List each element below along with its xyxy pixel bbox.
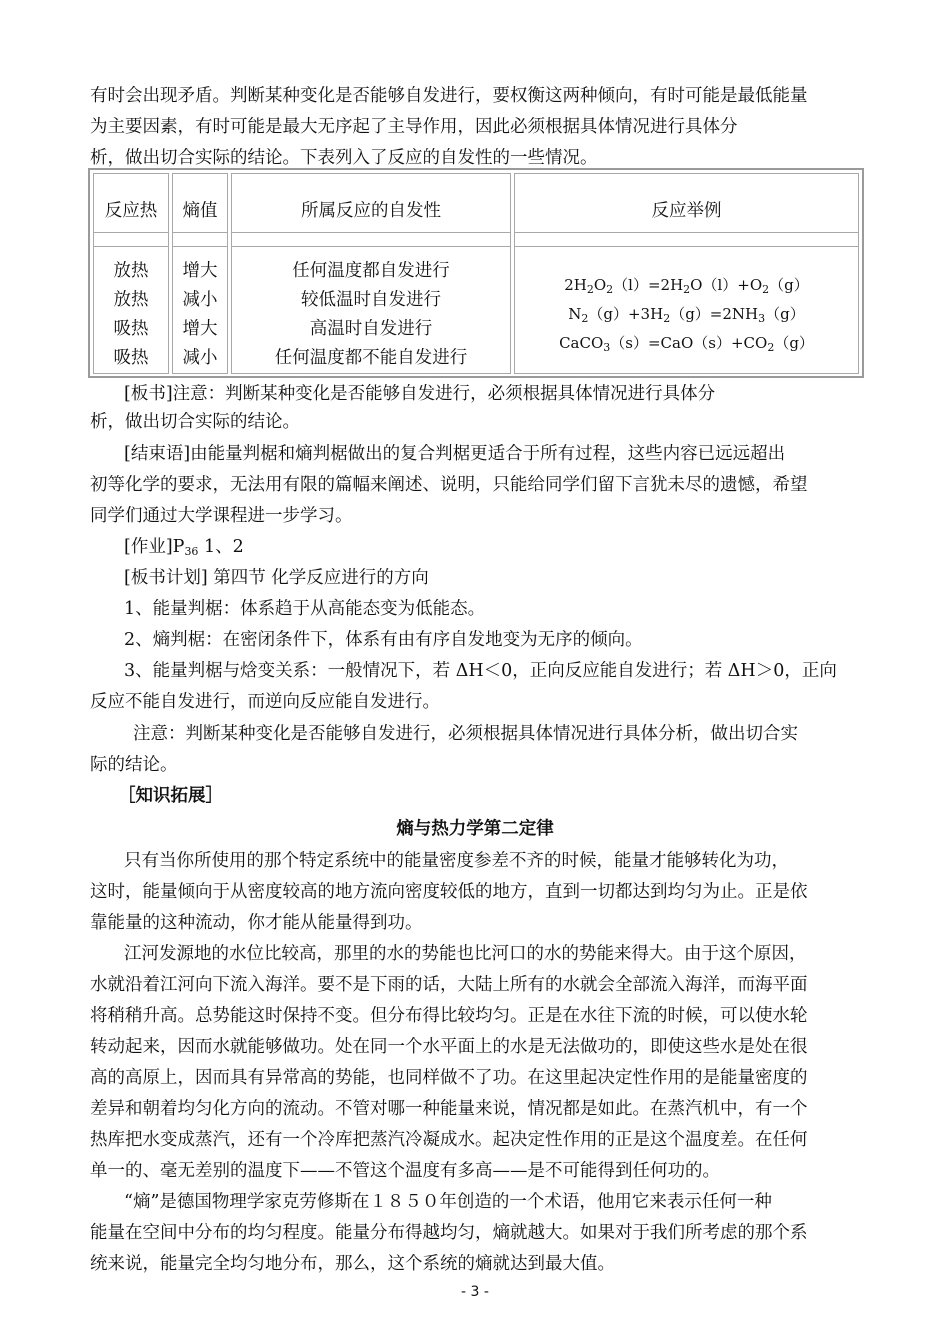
note-line-2: 际的结论。	[90, 755, 178, 775]
example-2: $N_2(g)+3H_2(g)=2NH_3(g)$	[568, 305, 805, 325]
closing-line-3: 同学们通过大学课程进一步学习。	[90, 506, 353, 526]
spontaneity-1: 任何温度都自发进行	[292, 261, 450, 281]
example-1: $2H_2O_2(l)=2H_2O(l)+O_2(g)$	[564, 276, 809, 296]
heat-2: 放热	[113, 290, 149, 310]
homework-line: [作业]$P_{36}$ 1、2	[124, 537, 244, 558]
plan-item-3-cont: 反应不能自发进行，而逆向反应能自发进行。	[90, 692, 440, 712]
spontaneity-4: 任何温度都不能自发进行	[274, 348, 468, 368]
spontaneity-3: 高温时自发进行	[309, 319, 433, 339]
para1-line-2: 这时，能量倾向于从密度较高的地方流向密度较低的地方，直到一切都达到均匀为止。正是依	[90, 882, 808, 902]
intro-line-2: 为主要因素，有时可能是最大无序起了主导作用，因此必须根据具体情况进行具体分	[90, 117, 738, 137]
para2-line-6: 差异和朝着均匀化方向的流动。不管对哪一种能量来说，情况都是如此。在蒸汽机中，有一个	[90, 1099, 808, 1119]
plan-item-1: 1、能量判椐：体系趋于从高能态变为低能态。	[124, 599, 486, 619]
example-column	[514, 232, 859, 374]
header-example: 反应举例	[514, 173, 859, 247]
spontaneity-column	[231, 232, 511, 374]
intro-line-1: 有时会出现矛盾。判断某种变化是否能够自发进行，要权衡这两种倾向，有时可能是最低能量	[90, 86, 808, 106]
header-spontaneity: 所属反应的自发性	[231, 173, 511, 247]
para2-line-2: 水就沿着江河向下流入海洋。要不是下雨的话，大陆上所有的水就会全部流入海洋，而海平面	[90, 975, 808, 995]
para3-line-3: 统来说，能量完全均匀地分布，那么，这个系统的熵就达到最大值。	[90, 1254, 615, 1274]
entropy-3: 增大	[182, 319, 218, 339]
page-number: - 3 -	[461, 1284, 489, 1300]
banshu-note-line-2: 析，做出切合实际的结论。	[90, 412, 300, 432]
heat-column	[93, 232, 169, 374]
para2-line-7: 热库把水变成蒸汽，还有一个冷库把蒸汽冷凝成水。起决定性作用的正是这个温度差。在任何	[90, 1130, 808, 1150]
heat-4: 吸热	[113, 348, 149, 368]
plan-item-3: 3、能量判椐与焓变关系：一般情况下，若 ΔH＜0，正向反应能自发进行；若 ΔH＞0，正向	[124, 661, 837, 681]
para1-line-3: 靠能量的这种流动，你才能从能量得到功。	[90, 913, 423, 933]
para3-line-2: 能量在空间中分布的均匀程度。能量分布得越均匀，熵就越大。如果对于我们所考虑的那个系	[90, 1223, 808, 1243]
spontaneity-table	[88, 168, 864, 378]
example-3: $CaCO_3(s)=CaO(s)+CO_2(g)$	[559, 334, 814, 354]
closing-line-1: [结束语]由能量判椐和熵判椐做出的复合判椐更适合于所有过程，这些内容已远远超出	[124, 444, 786, 464]
heat-3: 吸热	[113, 319, 149, 339]
section-title: 熵与热力学第二定律	[396, 819, 554, 839]
entropy-4: 减小	[182, 348, 218, 368]
para2-line-4: 转动起来，因而水就能够做功。处在同一个水平面上的水是无法做功的，即使这些水是处在很	[90, 1037, 808, 1057]
para2-line-1: 江河发源地的水位比较高，那里的水的势能也比河口的水的势能来得大。由于这个原因，	[124, 944, 807, 964]
header-heat: 反应热	[93, 173, 169, 247]
para2-line-5: 高的高原上，因而具有异常高的势能，也同样做不了功。在这里起决定性作用的是能量密度的	[90, 1068, 808, 1088]
closing-line-2: 初等化学的要求，无法用有限的篇幅来阐述、说明，只能给同学们留下言犹未尽的遗憾，希望	[90, 475, 808, 495]
para3-line-1: “熵”是德国物理学家克劳修斯在１８５０年创造的一个术语，他用它来表示任何一种	[124, 1192, 772, 1212]
intro-line-3: 析，做出切合实际的结论。下表列入了反应的自发性的一些情况。	[90, 148, 598, 168]
para2-line-8: 单一的、毫无差别的温度下——不管这个温度有多高——是不可能得到任何功的。	[90, 1161, 720, 1181]
entropy-1: 增大	[182, 261, 218, 281]
header-entropy: 熵值	[172, 173, 228, 247]
entropy-column	[172, 232, 228, 374]
heat-1: 放热	[113, 261, 149, 281]
plan-item-2: 2、熵判椐：在密闭条件下，体系有由有序自发地变为无序的倾向。	[124, 630, 643, 650]
banshu-note-line-1: [板书]注意：判断某种变化是否能够自发进行，必须根据具体情况进行具体分	[124, 384, 716, 404]
plan-title: [板书计划] 第四节 化学反应进行的方向	[124, 568, 429, 588]
para1-line-1: 只有当你所使用的那个特定系统中的能量密度参差不齐的时候，能量才能够转化为功，	[124, 851, 789, 871]
extension-label: ［知识拓展］	[118, 786, 223, 806]
para2-line-3: 将稍稍升高。总势能这时保持不变。但分布得比较均匀。正是在水往下流的时候，可以使水轮	[90, 1006, 808, 1026]
note-line-1: 注意：判断某种变化是否能够自发进行，必须根据具体情况进行具体分析，做出切合实	[133, 724, 798, 744]
entropy-2: 减小	[182, 290, 218, 310]
spontaneity-2: 较低温时自发进行	[301, 290, 441, 310]
